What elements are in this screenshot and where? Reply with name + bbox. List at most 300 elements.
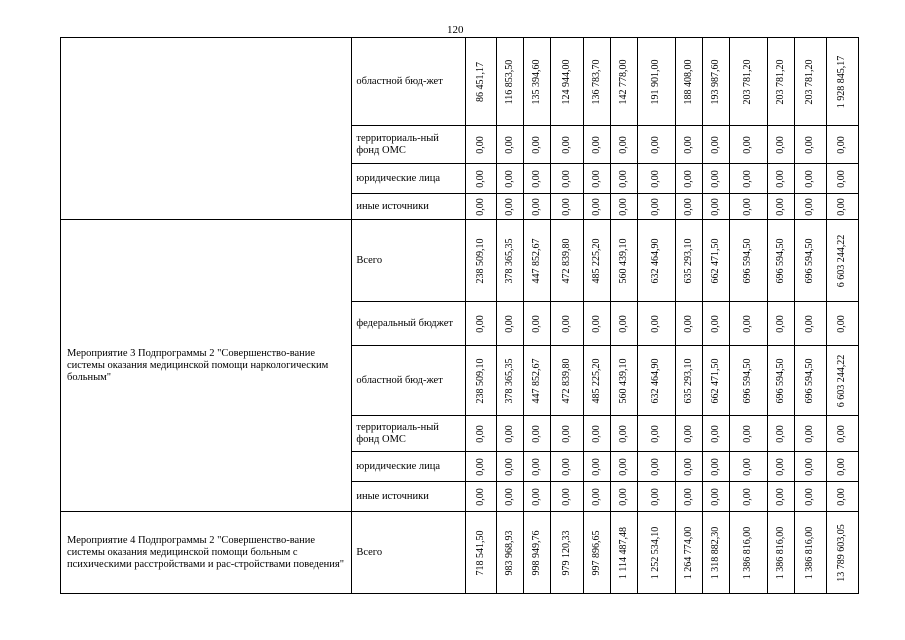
value-cell <box>826 512 858 594</box>
value-cell <box>610 416 637 452</box>
value-cell <box>550 126 583 164</box>
value-cell <box>794 416 826 452</box>
value-cell <box>523 38 550 126</box>
value-text: 0,00 <box>474 457 486 476</box>
value-text: 0,00 <box>530 424 542 443</box>
value-cell <box>637 164 675 194</box>
value-cell <box>794 512 826 594</box>
value-text: 0,00 <box>503 314 515 333</box>
value-cell <box>550 452 583 482</box>
value-text: 0,00 <box>804 135 816 154</box>
value-cell <box>729 38 767 126</box>
value-text: 0,00 <box>560 457 572 476</box>
value-text: 0,00 <box>650 424 662 443</box>
value-cell <box>675 452 702 482</box>
value-cell <box>496 512 523 594</box>
value-text: 188 408,00 <box>682 59 694 104</box>
value-text: 0,00 <box>617 314 629 333</box>
value-text: 0,00 <box>709 487 721 506</box>
funding-source: территориаль-ный фонд ОМС <box>352 416 465 452</box>
value-cell <box>767 346 794 416</box>
value-text: 1 252 534,10 <box>650 526 662 579</box>
value-cell <box>496 482 523 512</box>
value-text: 0,00 <box>836 457 848 476</box>
value-text: 0,00 <box>650 197 662 216</box>
value-cell <box>583 482 610 512</box>
value-cell <box>767 452 794 482</box>
value-cell <box>794 452 826 482</box>
value-cell <box>583 38 610 126</box>
value-cell <box>610 220 637 302</box>
value-text: 0,00 <box>836 424 848 443</box>
value-cell <box>637 482 675 512</box>
value-cell <box>702 482 729 512</box>
value-text: 378 365,35 <box>503 358 515 403</box>
value-cell <box>729 194 767 220</box>
value-text: 0,00 <box>474 197 486 216</box>
value-text: 0,00 <box>617 169 629 188</box>
value-text: 0,00 <box>774 457 786 476</box>
value-text: 0,00 <box>503 169 515 188</box>
value-text: 0,00 <box>530 487 542 506</box>
value-cell <box>465 416 496 452</box>
measure-name <box>61 38 352 220</box>
value-text: 635 293,10 <box>682 358 694 403</box>
value-text: 0,00 <box>474 135 486 154</box>
value-cell <box>826 482 858 512</box>
value-cell <box>729 346 767 416</box>
value-text: 203 781,20 <box>774 59 786 104</box>
value-cell <box>702 452 729 482</box>
value-cell <box>583 452 610 482</box>
value-cell <box>550 416 583 452</box>
value-cell <box>826 302 858 346</box>
value-text: 0,00 <box>774 135 786 154</box>
value-cell <box>550 220 583 302</box>
value-text: 632 464,90 <box>650 238 662 283</box>
value-cell <box>767 302 794 346</box>
value-cell <box>767 194 794 220</box>
value-cell <box>794 220 826 302</box>
funding-source: Всего <box>352 220 465 302</box>
value-text: 0,00 <box>774 169 786 188</box>
value-text: 0,00 <box>530 457 542 476</box>
value-text: 0,00 <box>682 169 694 188</box>
value-cell <box>702 512 729 594</box>
value-text: 0,00 <box>617 487 629 506</box>
value-text: 1 386 816,00 <box>774 526 786 579</box>
value-cell <box>729 220 767 302</box>
value-text: 1 386 816,00 <box>742 526 754 579</box>
table-row <box>61 220 859 302</box>
value-cell <box>767 220 794 302</box>
value-text: 0,00 <box>774 424 786 443</box>
value-text: 191 901,00 <box>650 59 662 104</box>
value-text: 0,00 <box>709 135 721 154</box>
value-text: 0,00 <box>804 424 816 443</box>
value-text: 560 439,10 <box>617 358 629 403</box>
value-text: 0,00 <box>530 169 542 188</box>
value-text: 0,00 <box>530 197 542 216</box>
value-text: 0,00 <box>709 197 721 216</box>
value-cell <box>675 220 702 302</box>
value-text: 1 114 487,48 <box>617 526 629 579</box>
value-cell <box>702 38 729 126</box>
table-row <box>61 38 859 126</box>
value-cell <box>767 126 794 164</box>
value-cell <box>523 164 550 194</box>
value-text: 696 594,50 <box>804 238 816 283</box>
value-cell <box>523 126 550 164</box>
value-cell <box>610 164 637 194</box>
value-text: 6 603 244,22 <box>836 234 848 287</box>
value-text: 0,00 <box>682 487 694 506</box>
value-text: 0,00 <box>804 457 816 476</box>
value-cell <box>675 302 702 346</box>
value-cell <box>826 164 858 194</box>
value-text: 979 120,33 <box>560 530 572 575</box>
value-text: 0,00 <box>650 487 662 506</box>
measure-name: Мероприятие 3 Подпрограммы 2 "Совершенство-вание системы оказания медицинской помощи наркологическим больным" <box>61 220 352 512</box>
value-text: 13 789 603,05 <box>836 523 848 582</box>
value-text: 203 781,20 <box>804 59 816 104</box>
value-text: 0,00 <box>560 314 572 333</box>
value-cell <box>637 452 675 482</box>
value-text: 696 594,50 <box>804 358 816 403</box>
value-text: 0,00 <box>742 487 754 506</box>
value-cell <box>794 302 826 346</box>
value-cell <box>767 164 794 194</box>
value-text: 447 852,67 <box>530 238 542 283</box>
value-text: 0,00 <box>742 424 754 443</box>
table-row <box>61 512 859 594</box>
funding-source: юридические лица <box>352 164 465 194</box>
value-cell <box>794 482 826 512</box>
value-cell <box>550 164 583 194</box>
value-cell <box>583 194 610 220</box>
value-text: 142 778,00 <box>617 59 629 104</box>
value-text: 0,00 <box>650 169 662 188</box>
value-text: 0,00 <box>836 135 848 154</box>
value-cell <box>702 194 729 220</box>
value-cell <box>675 512 702 594</box>
value-cell <box>550 302 583 346</box>
value-text: 0,00 <box>530 135 542 154</box>
value-text: 0,00 <box>682 424 694 443</box>
value-text: 472 839,80 <box>560 238 572 283</box>
value-text: 696 594,50 <box>742 238 754 283</box>
value-text: 0,00 <box>560 169 572 188</box>
value-text: 0,00 <box>682 135 694 154</box>
value-text: 0,00 <box>503 135 515 154</box>
value-text: 0,00 <box>560 135 572 154</box>
value-cell <box>767 416 794 452</box>
funding-source: областной бюд-жет <box>352 346 465 416</box>
funding-source: федеральный бюджет <box>352 302 465 346</box>
value-cell <box>729 126 767 164</box>
value-text: 0,00 <box>709 457 721 476</box>
value-text: 116 853,50 <box>503 59 515 104</box>
value-cell <box>583 220 610 302</box>
value-text: 0,00 <box>560 487 572 506</box>
value-text: 696 594,50 <box>742 358 754 403</box>
value-cell <box>637 346 675 416</box>
value-cell <box>637 512 675 594</box>
value-cell <box>826 452 858 482</box>
value-text: 0,00 <box>590 424 602 443</box>
value-cell <box>496 220 523 302</box>
value-text: 0,00 <box>742 169 754 188</box>
value-cell <box>637 38 675 126</box>
value-cell <box>729 416 767 452</box>
value-cell <box>496 302 523 346</box>
value-text: 560 439,10 <box>617 238 629 283</box>
value-cell <box>675 346 702 416</box>
value-cell <box>702 164 729 194</box>
value-text: 0,00 <box>836 314 848 333</box>
value-text: 203 781,20 <box>742 59 754 104</box>
value-cell <box>675 416 702 452</box>
value-cell <box>637 302 675 346</box>
value-text: 135 394,60 <box>530 59 542 104</box>
value-text: 0,00 <box>503 197 515 216</box>
value-cell <box>675 38 702 126</box>
value-cell <box>550 38 583 126</box>
value-cell <box>583 302 610 346</box>
funding-source: иные источники <box>352 194 465 220</box>
value-text: 0,00 <box>617 135 629 154</box>
value-text: 0,00 <box>590 169 602 188</box>
value-text: 0,00 <box>742 457 754 476</box>
value-text: 238 509,10 <box>474 358 486 403</box>
value-text: 0,00 <box>503 424 515 443</box>
value-text: 0,00 <box>590 135 602 154</box>
value-text: 0,00 <box>742 135 754 154</box>
value-cell <box>729 452 767 482</box>
value-text: 1 928 845,17 <box>836 55 848 108</box>
funding-source: иные источники <box>352 482 465 512</box>
value-text: 0,00 <box>836 169 848 188</box>
value-cell <box>767 482 794 512</box>
value-text: 635 293,10 <box>682 238 694 283</box>
value-text: 0,00 <box>474 487 486 506</box>
value-text: 718 541,50 <box>474 530 486 575</box>
value-text: 0,00 <box>774 487 786 506</box>
value-cell <box>675 126 702 164</box>
value-cell <box>523 302 550 346</box>
value-text: 447 852,67 <box>530 358 542 403</box>
value-text: 0,00 <box>650 135 662 154</box>
value-text: 0,00 <box>474 169 486 188</box>
value-text: 0,00 <box>590 197 602 216</box>
value-cell <box>767 38 794 126</box>
value-cell <box>610 194 637 220</box>
value-cell <box>583 416 610 452</box>
value-cell <box>496 416 523 452</box>
value-cell <box>610 302 637 346</box>
value-text: 0,00 <box>590 314 602 333</box>
value-cell <box>465 302 496 346</box>
value-cell <box>465 194 496 220</box>
value-cell <box>583 512 610 594</box>
value-cell <box>794 164 826 194</box>
value-text: 662 471,50 <box>709 358 721 403</box>
value-cell <box>496 126 523 164</box>
value-cell <box>583 164 610 194</box>
value-text: 1 264 774,00 <box>682 526 694 579</box>
value-cell <box>637 220 675 302</box>
value-text: 696 594,50 <box>774 238 786 283</box>
value-text: 124 944,00 <box>560 59 572 104</box>
value-cell <box>496 194 523 220</box>
value-cell <box>675 164 702 194</box>
value-text: 0,00 <box>836 487 848 506</box>
value-cell <box>702 126 729 164</box>
value-text: 0,00 <box>474 424 486 443</box>
value-text: 0,00 <box>560 424 572 443</box>
value-text: 0,00 <box>503 457 515 476</box>
value-cell <box>465 220 496 302</box>
value-text: 0,00 <box>617 457 629 476</box>
value-text: 0,00 <box>742 197 754 216</box>
value-cell <box>465 38 496 126</box>
value-text: 0,00 <box>742 314 754 333</box>
value-text: 0,00 <box>682 314 694 333</box>
value-cell <box>826 38 858 126</box>
value-text: 0,00 <box>804 169 816 188</box>
value-cell <box>550 346 583 416</box>
value-cell <box>465 164 496 194</box>
value-cell <box>794 126 826 164</box>
value-cell <box>550 512 583 594</box>
value-text: 136 783,70 <box>590 59 602 104</box>
value-text: 485 225,20 <box>590 238 602 283</box>
value-cell <box>826 346 858 416</box>
value-cell <box>496 452 523 482</box>
value-text: 1 318 882,30 <box>709 526 721 579</box>
value-text: 1 386 816,00 <box>804 526 816 579</box>
value-cell <box>610 482 637 512</box>
value-cell <box>826 416 858 452</box>
value-text: 696 594,50 <box>774 358 786 403</box>
value-text: 0,00 <box>774 197 786 216</box>
value-text: 0,00 <box>774 314 786 333</box>
budget-table <box>60 37 859 594</box>
funding-source: территориаль-ный фонд ОМС <box>352 126 465 164</box>
value-cell <box>465 482 496 512</box>
value-cell <box>729 512 767 594</box>
value-text: 0,00 <box>836 197 848 216</box>
value-cell <box>826 220 858 302</box>
value-cell <box>610 38 637 126</box>
value-cell <box>523 452 550 482</box>
value-text: 0,00 <box>650 457 662 476</box>
value-cell <box>767 512 794 594</box>
value-cell <box>465 126 496 164</box>
value-text: 0,00 <box>709 424 721 443</box>
value-cell <box>465 512 496 594</box>
value-text: 0,00 <box>617 197 629 216</box>
value-text: 0,00 <box>617 424 629 443</box>
value-cell <box>523 346 550 416</box>
value-cell <box>496 38 523 126</box>
value-cell <box>610 512 637 594</box>
value-text: 0,00 <box>503 487 515 506</box>
value-text: 662 471,50 <box>709 238 721 283</box>
value-text: 0,00 <box>682 457 694 476</box>
value-cell <box>523 482 550 512</box>
measure-name: Мероприятие 4 Подпрограммы 2 "Совершенство-вание системы оказания медицинской помощи больным с психическими расстройствами и рас-стройствами поведения" <box>61 512 352 594</box>
value-text: 238 509,10 <box>474 238 486 283</box>
value-cell <box>583 126 610 164</box>
value-text: 998 949,76 <box>530 530 542 575</box>
value-text: 378 365,35 <box>503 238 515 283</box>
value-text: 485 225,20 <box>590 358 602 403</box>
value-text: 0,00 <box>804 197 816 216</box>
value-text: 983 968,93 <box>503 530 515 575</box>
value-cell <box>794 38 826 126</box>
value-cell <box>826 126 858 164</box>
value-cell <box>550 194 583 220</box>
value-text: 86 451,17 <box>474 61 486 102</box>
funding-source: юридические лица <box>352 452 465 482</box>
value-cell <box>523 194 550 220</box>
value-cell <box>496 164 523 194</box>
value-cell <box>465 346 496 416</box>
value-cell <box>794 194 826 220</box>
value-text: 0,00 <box>650 314 662 333</box>
value-cell <box>637 126 675 164</box>
funding-source: Всего <box>352 512 465 594</box>
value-text: 6 603 244,22 <box>836 354 848 407</box>
value-text: 632 464,90 <box>650 358 662 403</box>
value-cell <box>794 346 826 416</box>
value-cell <box>523 512 550 594</box>
value-cell <box>675 194 702 220</box>
value-cell <box>729 302 767 346</box>
value-text: 0,00 <box>804 314 816 333</box>
value-cell <box>465 452 496 482</box>
value-cell <box>702 220 729 302</box>
value-text: 0,00 <box>709 169 721 188</box>
funding-source: областной бюд-жет <box>352 38 465 126</box>
value-cell <box>523 416 550 452</box>
value-cell <box>610 452 637 482</box>
value-text: 997 896,65 <box>590 530 602 575</box>
value-cell <box>702 416 729 452</box>
value-cell <box>583 346 610 416</box>
value-cell <box>550 482 583 512</box>
value-cell <box>637 416 675 452</box>
value-cell <box>729 164 767 194</box>
value-text: 472 839,80 <box>560 358 572 403</box>
value-cell <box>702 346 729 416</box>
value-text: 0,00 <box>709 314 721 333</box>
value-cell <box>702 302 729 346</box>
value-cell <box>523 220 550 302</box>
value-text: 0,00 <box>682 197 694 216</box>
value-text: 193 987,60 <box>709 59 721 104</box>
value-text: 0,00 <box>474 314 486 333</box>
value-cell <box>675 482 702 512</box>
value-text: 0,00 <box>804 487 816 506</box>
value-cell <box>610 126 637 164</box>
value-text: 0,00 <box>590 487 602 506</box>
value-cell <box>729 482 767 512</box>
page-number: 120 <box>447 24 464 36</box>
value-text: 0,00 <box>560 197 572 216</box>
value-text: 0,00 <box>530 314 542 333</box>
